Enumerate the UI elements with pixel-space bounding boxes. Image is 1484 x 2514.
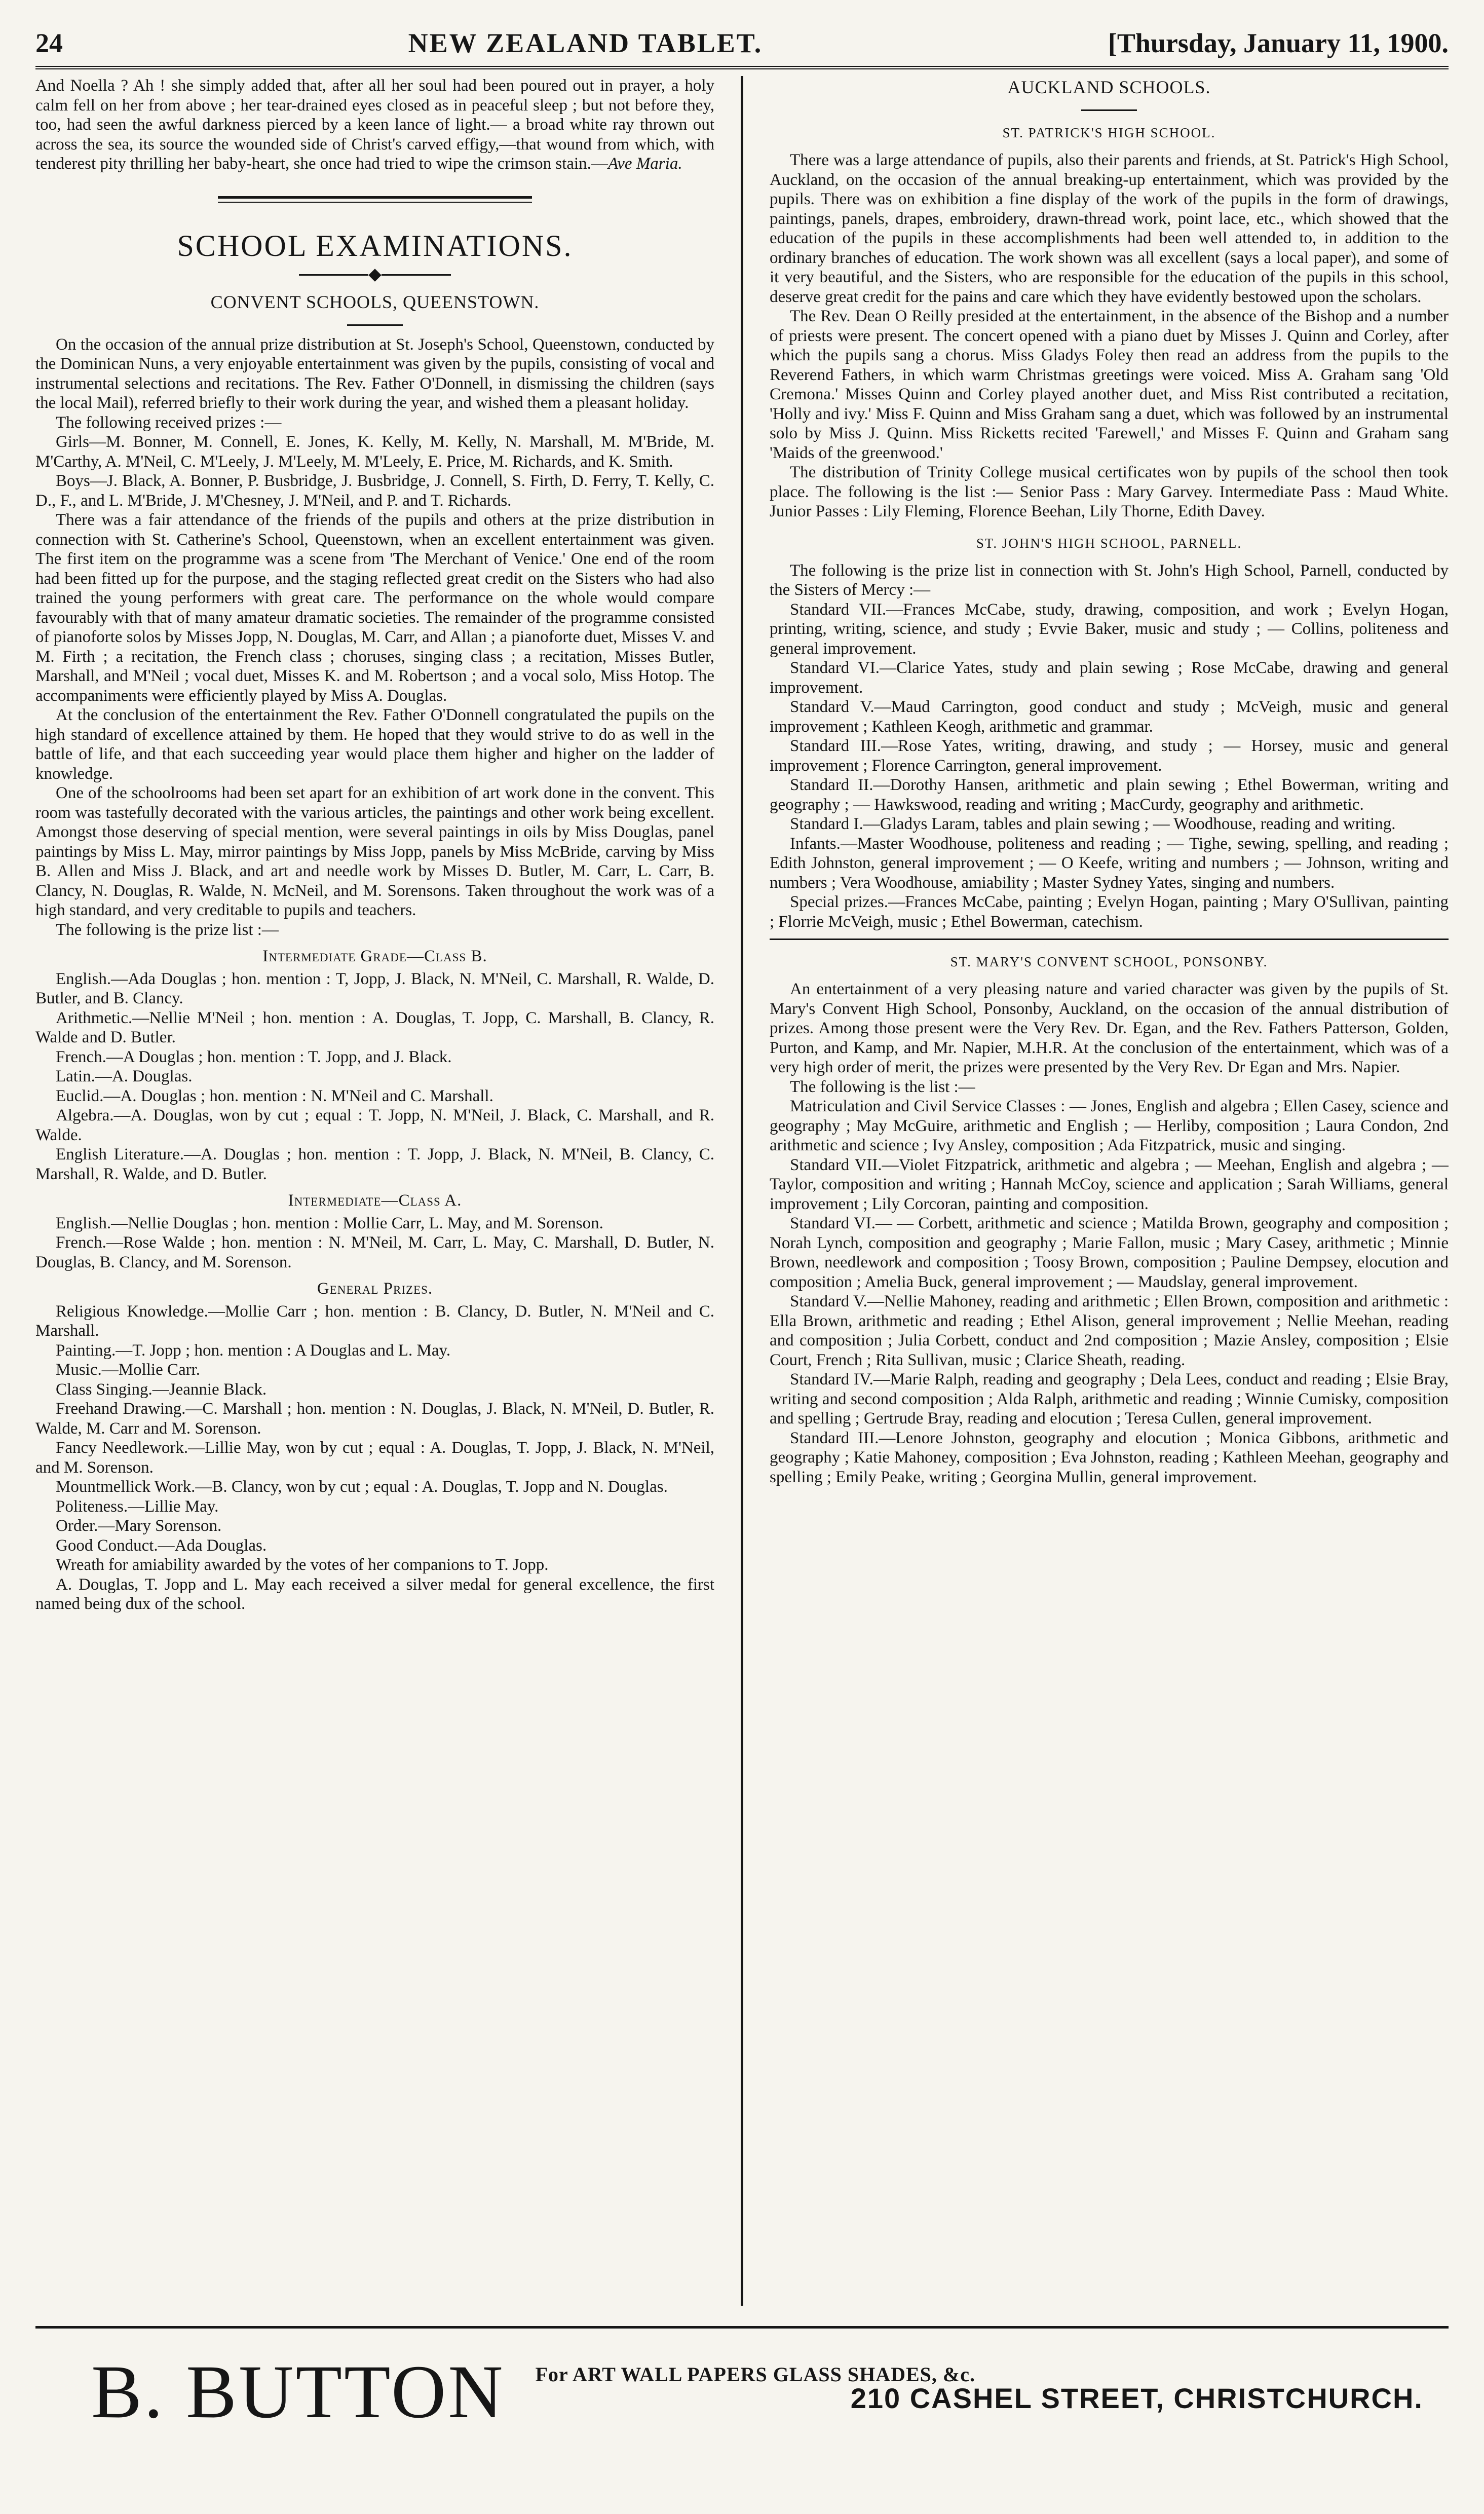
- prize-entry: Freehand Drawing.—C. Marshall ; hon. mention : N. Douglas, J. Black, N. M'Neil, D. Butler, R. Walde, M. Carr and M. Sorenson.: [35, 1400, 714, 1438]
- paragraph: On the occasion of the annual prize distribution at St. Joseph's School, Queenstown, conducted by the Dominican Nuns, a very enjoyable entertainment was given by the pupils, consisting of vocal and instrumental selections and recitations. The Rev. Father O'Donnell, in dismissing the children (says the local Mail), referred briefly to their work during the year, and wished them a pleasant holiday.: [35, 335, 714, 412]
- section-divider: [218, 196, 532, 203]
- heading-st-patricks: ST. PATRICK'S HIGH SCHOOL.: [1002, 125, 1216, 140]
- prize-entry: Standard II.—Dorothy Hansen, arithmetic and plain sewing ; Ethel Bowerman, writing and geography ; — Hawkswood, reading and writing ; MacCurdy, geography and arithmetic.: [770, 776, 1449, 814]
- prize-entry: Standard V.—Nellie Mahoney, reading and arithmetic ; Ellen Brown, composition and arithmetic : Ella Brown, arithmetic and reading ; Ethel Alison, general improvement ; Nellie Meehan, reading and composition ; Julia Corbett, conduct and 2nd composition ; Mazie Ansley, composition ; Elsie Court, French ; Rita Sullivan, music ; Clarice Sheath, reading.: [770, 1292, 1449, 1369]
- prize-entry: A. Douglas, T. Jopp and L. May each received a silver medal for general excellence, the first named being dux of the school.: [35, 1575, 714, 1613]
- prize-entry: Standard V.—Maud Carrington, good conduct and study ; McVeigh, music and general improvement ; Kathleen Keogh, arithmetic and grammar.: [770, 698, 1449, 736]
- prize-entry: Standard IV.—Marie Ralph, reading and geography ; Dela Lees, conduct and reading ; Elsie Bray, writing and second composition ; Alda Ralph, arithmetic and reading ; Winnie Cumisky, composition and spelling ; Gertrude Bray, reading and elocution ; Teresa Cullen, general improvement.: [770, 1370, 1449, 1428]
- prize-entry: Class Singing.—Jeannie Black.: [56, 1380, 267, 1399]
- heading-st-johns: ST. JOHN'S HIGH SCHOOL, PARNELL.: [976, 535, 1242, 551]
- paragraph: One of the schoolrooms had been set apart for an exhibition of art work done in the convent. This room was tastefully decorated with the various articles, the paintings and other work being excellent. Amongst those deserving of special mention, were several paintings in oils by Miss Douglas, panel paintings by Miss L. May, mirror paintings by Miss Jopp, panels by Miss McBride, carving by Miss B. Allen and Miss J. Black, and art and needle work by Misses D. Butler, M. Carr, L. Carr, B. Clancy, N. Douglas, R. Walde, N. McNeil, and M. Sorensons. Taken throughout the work was of a high standard, and very creditable to pupils and teachers.: [35, 784, 714, 919]
- heading-st-marys: ST. MARY'S CONVENT SCHOOL, PONSONBY.: [950, 954, 1268, 969]
- prize-entry: Standard III.—Rose Yates, writing, drawing, and study ; — Horsey, music and general improvement ; Florence Carrington, general improvement.: [770, 737, 1449, 775]
- right-column: [770, 76, 1449, 2306]
- paragraph: There was a fair attendance of the friends of the pupils and others at the prize distribution in connection with St. Catherine's School, Queenstown, when an excellent entertainment was given. The first item on the programme was a scene from 'The Merchant of Venice.' One end of the room had been fitted up for the purpose, and the staging reflected great credit on the Sisters who had also trained the young performers with great care. The performance on the whole would compare favourably with that of many amateur dramatic societies. The remainder of the programme consisted of pianoforte solos by Misses Jopp, N. Douglas, M. Carr, and Allan ; a pianoforte duet, Misses V. and M. Firth ; a recitation, the French class ; choruses, singing class ; a recitation, Misses Butler, Marshall, and M'Neil ; vocal duet, Misses K. and M. Robertson ; and a vocal solo, Miss Hotop. The accompaniments were efficiently played by Miss A. Douglas.: [35, 511, 714, 705]
- prize-heading-class-b: Intermediate Grade—Class B.: [262, 947, 487, 965]
- paragraph: The distribution of Trinity College musical certificates won by pupils of the school then took place. The following is the list :— Senior Pass : Mary Garvey. Intermediate Pass : Maud White. Junior Passes : Lily Fleming, Florence Beehan, Lily Thorne, Edith Davey.: [770, 463, 1449, 520]
- paragraph: Boys—J. Black, A. Bonner, P. Busbridge, J. Busbridge, J. Connell, S. Firth, D. Ferry, T. Kelly, C. D., F., and L. M'Bride, J. M'Chesney, J. M'Neil, and P. and T. Richards.: [35, 472, 714, 510]
- prize-entry: Standard VI.—Clarice Yates, study and plain sewing ; Rose McCabe, drawing and general improvement.: [770, 659, 1449, 697]
- advertiser-address: 210 CASHEL STREET, CHRISTCHURCH.: [850, 2382, 1423, 2414]
- short-divider: [1081, 109, 1137, 111]
- prize-heading-class-a: Intermediate—Class A.: [288, 1191, 462, 1210]
- advertiser-name: B. BUTTON: [91, 2350, 505, 2434]
- prize-entry: Wreath for amiability awarded by the votes of her companions to T. Jopp.: [56, 1556, 549, 1574]
- prize-entry: Standard VI.— — Corbett, arithmetic and science ; Matilda Brown, geography and composition ; Norah Lynch, composition and geography ; Marie Fallon, music ; Mary Casey, arithmetic ; Minnie Brown, needlework and composition ; Toosy Brown, composition ; Pauline Dempsey, elocution and composition ; Amelia Buck, general improvement ; — Maudslay, general improvement.: [770, 1214, 1449, 1291]
- paragraph: At the conclusion of the entertainment the Rev. Father O'Donnell congratulated the pupils on the high standard of excellence attained by them. He hoped that they would strive to do as well in the battle of life, and that each succeeding year would place them higher and higher on the ladder of knowledge.: [35, 706, 714, 783]
- prize-heading-general: General Prizes.: [317, 1280, 433, 1298]
- issue-date: [Thursday, January 11, 1900.: [1108, 28, 1449, 58]
- paragraph: The following is the prize list :—: [56, 920, 279, 939]
- paragraph: Girls—M. Bonner, M. Connell, E. Jones, K. Kelly, M. Kelly, N. Marshall, M. M'Bride, M. M'Carthy, A. M'Neil, C. M'Leely, J. M'Leely, M. M'Leely, E. Price, M. Richards, and K. Smith.: [35, 433, 714, 471]
- prize-entry: Euclid.—A. Douglas ; hon. mention : N. M'Neil and C. Marshall.: [56, 1086, 493, 1105]
- prize-entry: Standard VII.—Violet Fitzpatrick, arithmetic and algebra ; — Meehan, English and algebra ; — Taylor, composition and writing ; Hannah McCoy, science and application ; Sarah Williams, general improvement ; Lily Corcoran, painting and composition.: [770, 1155, 1449, 1213]
- prize-entry: Standard III.—Lenore Johnston, geography and elocution ; Monica Gibbons, arithmetic and geography ; Katie Mahoney, composition ; Eva Johnston, reading ; Kathleen Meehan, geography and spelling ; Emily Peake, writing ; Georgina Mullin, general improvement.: [770, 1429, 1449, 1486]
- prize-entry: English.—Ada Douglas ; hon. mention : T, Jopp, J. Black, N. M'Neil, C. Marshall, R. Walde, D. Butler, and B. Clancy.: [35, 969, 714, 1007]
- advertisement: [91, 2351, 1423, 2443]
- prize-entry: Algebra.—A. Douglas, won by cut ; equal : T. Jopp, N. M'Neil, J. Black, C. Marshall, and R. Walde.: [35, 1106, 714, 1144]
- advertiser-description: For ART WALL PAPERS GLASS SHADES, &c.: [535, 2363, 975, 2386]
- prize-entry: French.—Rose Walde ; hon. mention : N. M'Neil, M. Carr, L. May, C. Marshall, D. Butler, N. Douglas, B. Clancy, and M. Sorenson.: [35, 1233, 714, 1271]
- prize-entry: Order.—Mary Sorenson.: [56, 1517, 222, 1535]
- left-column: [35, 76, 714, 2306]
- prize-entry: Politeness.—Lillie May.: [56, 1497, 219, 1516]
- story-source: Ave Maria.: [607, 155, 682, 173]
- prize-entry: Mountmellick Work.—B. Clancy, won by cut ; equal : A. Douglas, T. Jopp and N. Douglas.: [56, 1478, 668, 1496]
- prize-entry: Painting.—T. Jopp ; hon. mention : A Douglas and L. May.: [56, 1341, 451, 1360]
- ornament-divider: [299, 269, 451, 282]
- short-divider: [347, 324, 403, 326]
- section-title-auckland-schools: AUCKLAND SCHOOLS.: [1007, 77, 1211, 97]
- paragraph: The Rev. Dean O Reilly presided at the entertainment, in the absence of the Bishop and a number of priests were present. The concert opened with a piano duet by Misses J. Quinn and Corley, after which the pupils sang a chorus. Miss Gladys Foley then read an address from the pupils to the Reverend Fathers, in which warm Christmas greetings were voiced. Miss A. Graham sang 'Old Cremona.' Misses Quinn and Corley played another duet, and Miss Rist contributed a recitation, 'Holly and ivy.' Miss F. Quinn and Miss Graham sang a duet, which was followed by an instrumental solo by Miss J. Quinn. Miss Ricketts recited 'Farewell,' and Misses F. Quinn and Graham sang 'Maids of the greenwood.': [770, 307, 1449, 462]
- prize-entry: Fancy Needlework.—Lillie May, won by cut ; equal : A. Douglas, T. Jopp, J. Black, N. M'Neil, and M. Sorenson.: [35, 1439, 714, 1477]
- prize-entry: English.—Nellie Douglas ; hon. mention : Mollie Carr, L. May, and M. Sorenson.: [56, 1214, 603, 1232]
- prize-entry: French.—A Douglas ; hon. mention : T. Jopp, and J. Black.: [56, 1047, 452, 1066]
- prize-entry: Special prizes.—Frances McCabe, painting ; Evelyn Hogan, painting ; Mary O'Sullivan, painting ; Florrie McVeigh, music ; Ethel Bowerman, catechism.: [770, 893, 1449, 931]
- paragraph: The following is the list :—: [790, 1077, 975, 1096]
- prize-entry: Arithmetic.—Nellie M'Neil ; hon. mention : A. Douglas, T. Jopp, C. Marshall, B. Clancy, R. Walde and D. Butler.: [35, 1008, 714, 1046]
- column-divider: [741, 76, 743, 2306]
- masthead: [35, 20, 1449, 69]
- paragraph: There was a large attendance of pupils, also their parents and friends, at St. Patrick's High School, Auckland, on the occasion of the annual breaking-up entertainment, which was provided by the pupils. There was on exhibition a fine display of the work of the pupils in the form of drawings, paintings, panels, drapes, embroidery, drawn-thread work, point lace, etc., which showed that the education of the pupils in these accomplishments had been well attended to, in addition to the ordinary branches of education. The work shown was all excellent (says a local paper), and some of it very beautiful, and the Sisters, who are responsible for the education of the pupils in this school, deserve great credit for the pains and care which they have evidently bestowed upon the scholars.: [770, 151, 1449, 306]
- footer-divider: [35, 2326, 1449, 2329]
- prize-entry: Music.—Mollie Carr.: [56, 1361, 201, 1379]
- prize-entry: Matriculation and Civil Service Classes : — Jones, English and algebra ; Ellen Casey, science and geography ; May McGuire, arithmetic and English ; — Herliby, composition ; Laura Condon, 2nd arithmetic and science ; Ivy Ansley, composition ; Ada Fitzpatrick, music and singing.: [770, 1097, 1449, 1154]
- newspaper-title: NEW ZEALAND TABLET.: [408, 28, 763, 58]
- prize-entry: Infants.—Master Woodhouse, politeness and reading ; — Tighe, sewing, spelling, and reading ; Edith Johnston, general improvement ; — O Keefe, writing and numbers ; — Johnson, writing and numbers ; Vera Woodhouse, amiability ; Master Sydney Yates, singing and numbers.: [770, 834, 1449, 892]
- section-divider: [770, 939, 1449, 940]
- paragraph: The following received prizes :—: [56, 413, 282, 432]
- prize-entry: Latin.—A. Douglas.: [56, 1067, 193, 1085]
- prize-entry: Good Conduct.—Ada Douglas.: [56, 1536, 267, 1555]
- story-ending: [35, 76, 714, 174]
- paragraph: The following is the prize list in connection with St. John's High School, Parnell, conducted by the Sisters of Mercy :—: [770, 561, 1449, 599]
- section-title-school-examinations: SCHOOL EXAMINATIONS.: [177, 229, 573, 262]
- prize-entry: Standard I.—Gladys Laram, tables and plain sewing ; — Woodhouse, reading and writing.: [790, 815, 1396, 833]
- page-number: 24: [35, 28, 63, 58]
- story-ending-text: And Noella ? Ah ! she simply added that, after all her soul had been poured out in prayer, a holy calm fell on her from above ; her tear-drained eyes closed as in peaceful sleep ; but not before they, too, had seen the awful darkness pierced by a keen lance of light.— a broad white ray thrown out across the sea, its source the wounded side of Christ's carved effigy,—that wound from which, with tenderest pity thrilling her baby-heart, she once had tried to wipe the crimson stain.—: [35, 77, 714, 173]
- prize-entry: English Literature.—A. Douglas ; hon. mention : T. Jopp, J. Black, N. M'Neil, B. Clancy, C. Marshall, R. Walde, and D. Butler.: [35, 1145, 714, 1183]
- article-columns: [35, 76, 1449, 2306]
- prize-entry: Religious Knowledge.—Mollie Carr ; hon. mention : B. Clancy, D. Butler, N. M'Neil and C. Marshall.: [35, 1302, 714, 1340]
- paragraph: An entertainment of a very pleasing nature and varied character was given by the pupils of St. Mary's Convent High School, Ponsonby, Auckland, on the occasion of the annual distribution of prizes. Among those present were the Very Rev. Dr. Egan, and the Rev. Fathers Patterson, Golden, Purton, and Kamp, and Mr. Napier, M.H.R. At the conclusion of the entertainment, which was of a very high order of merit, the prizes were presented by the Very Rev. Dr Egan and Mrs. Napier.: [770, 980, 1449, 1076]
- prize-entry: Standard VII.—Frances McCabe, study, drawing, composition, and work ; Evelyn Hogan, printing, writing, science, and study ; Evvie Baker, music and study ; — Collins, politeness and general improvement.: [770, 600, 1449, 658]
- subsection-title-queenstown: CONVENT SCHOOLS, QUEENSTOWN.: [210, 291, 540, 312]
